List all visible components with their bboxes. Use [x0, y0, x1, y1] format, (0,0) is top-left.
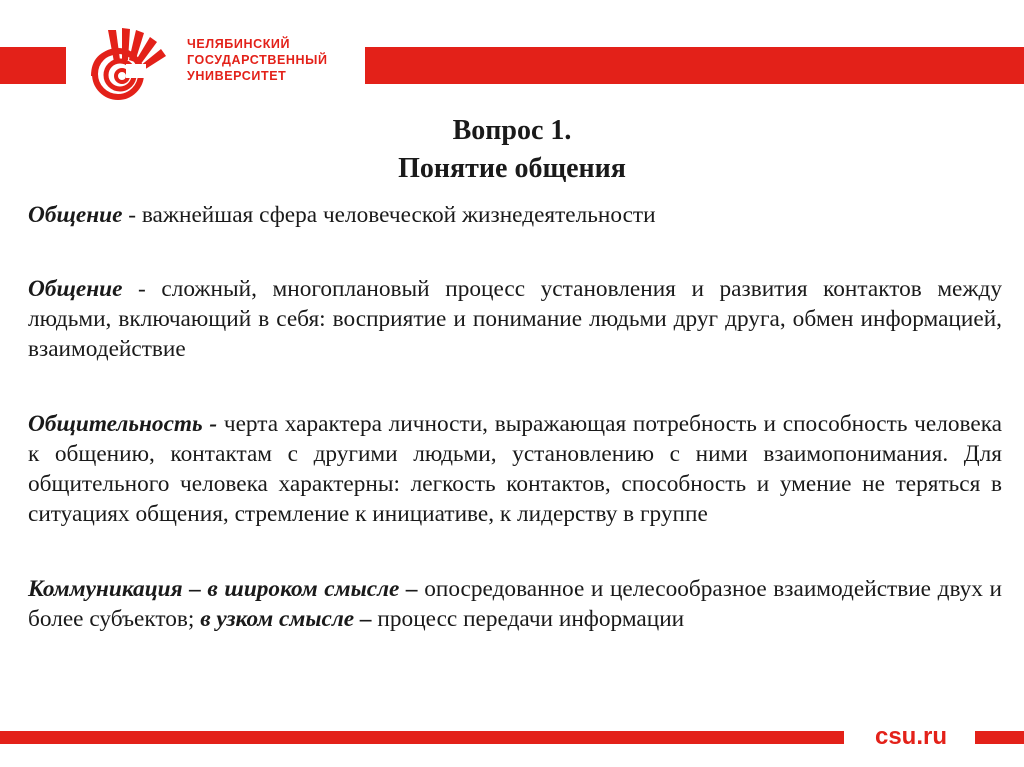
defined-term: Общение	[28, 202, 123, 228]
definition-text: опосредованное и целесообразное взаимодействие двух и более субъектов;	[28, 576, 1002, 632]
defined-term: Коммуникация – в широком смысле –	[28, 576, 418, 602]
university-logo	[78, 24, 172, 104]
slide-title	[0, 112, 1024, 188]
site-link[interactable]: csu.ru	[874, 723, 948, 750]
university-name-line: ЧЕЛЯБИНСКИЙ	[187, 37, 291, 51]
topic-heading: Понятие общения	[398, 153, 626, 184]
definition-paragraph	[28, 274, 1002, 364]
definition-text: - сложный, многоплановый процесс установления и развития контактов между людьми, включающий в себя: восприятие и понимание людьми друг друга, обмен информацией, взаимодействие	[28, 276, 1002, 362]
defined-term: Общение	[28, 276, 123, 302]
university-name-line: ГОСУДАРСТВЕННЫЙ	[187, 53, 328, 67]
definition-text: черта характера личности, выражающая потребность и способность человека к общению, контактам с другими людьми, установлению с ними взаимопонимания. Для общительного человека характерны: легкость контактов, способность и умение не теряться в ситуациях общения, стремление к инициативе, к лидерству в группе	[28, 411, 1002, 527]
question-number: Вопрос 1.	[452, 115, 572, 146]
university-name	[187, 36, 357, 84]
definition-text: - важнейшая сфера человеческой жизнедеятельности	[122, 202, 656, 228]
defined-term: Общительность -	[28, 411, 218, 437]
footer-bar-right	[975, 731, 1024, 744]
definition-paragraph	[28, 200, 1002, 230]
header-bar-left	[0, 47, 66, 84]
definitions	[28, 200, 1002, 634]
footer-bar-left	[0, 731, 844, 744]
defined-term: в узком смысле –	[200, 606, 372, 632]
definition-text: процесс передачи информации	[371, 606, 685, 632]
header-bar-right	[365, 47, 1024, 84]
university-name-line: УНИВЕРСИТЕТ	[187, 69, 287, 83]
definition-paragraph	[28, 409, 1002, 529]
definition-paragraph	[28, 574, 1002, 634]
spiral-shell-icon	[78, 24, 172, 104]
